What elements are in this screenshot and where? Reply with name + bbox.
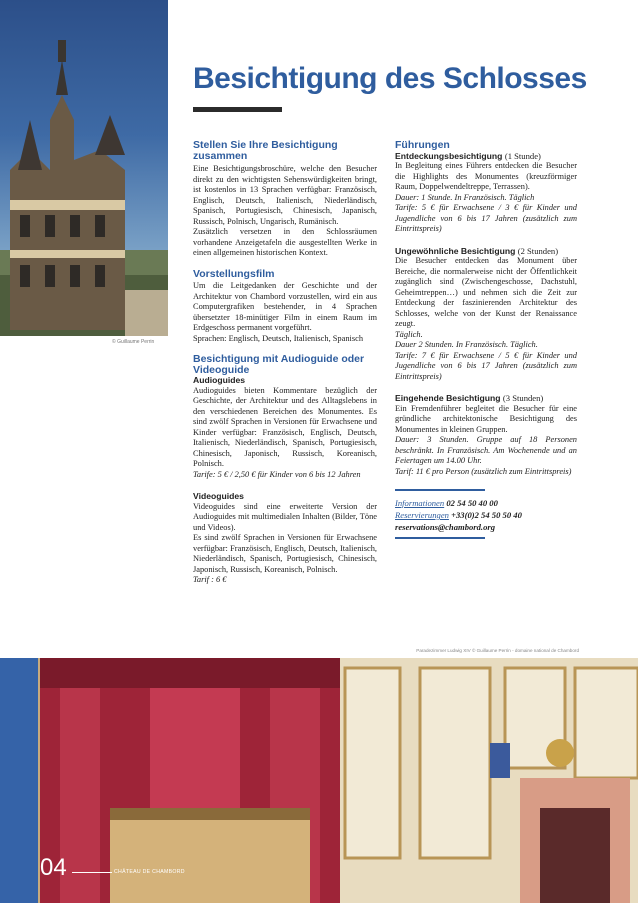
info-line (395, 497, 577, 509)
film-languages: Sprachen: Englisch, Deutsch, Italienisch, Spanisch (193, 333, 364, 343)
heading-tours: Führungen (395, 139, 450, 151)
tour-indepth-desc: Ein Fremdenführer begleitet die Besucher für eine gründliche architektonische Besichtigung des Monumentes in kleinen Gruppen. (395, 403, 577, 434)
subheading-audioguides: Audioguides (193, 375, 246, 385)
tour-indepth-price: Tarif: 11 € pro Person (zusätzlich zum Eintrittspreis) (395, 466, 572, 476)
page-number: 04 (40, 854, 67, 881)
heading-audioguide: Besichtigung mit Audioguide oder Videoguide (193, 353, 365, 376)
tour-unusual-title (395, 246, 577, 257)
tour-unusual-day: Täglich. (395, 329, 423, 339)
tour-discovery-duration: (1 Stunde) (504, 150, 541, 161)
videoguide-price: Tarif : 6 € (193, 575, 227, 584)
page-side-bar (0, 658, 38, 903)
tour-indepth-title (395, 393, 577, 404)
reservation-phone[interactable]: +33(0)2 54 50 50 40 (451, 510, 522, 520)
photo-credit-top: © Guillaume Perrin (112, 339, 155, 345)
bedroom-photo (0, 658, 638, 903)
castle-photo (0, 0, 168, 336)
footer-divider (72, 872, 112, 873)
heading-plan-visit: Stellen Sie Ihre Besichtigung zusammen (193, 139, 338, 162)
reservation-line (395, 509, 577, 521)
brochure-text: Eine Besichtigungsbroschüre, welche den Besucher direkt zu den wichtigsten Sehenswürdigkeiten bringt, ist kostenlos in 13 Sprachen verfügbar: Französisch, Englisch, Deutsch, Italienisch, Niederländisch, Spanisch, Portugiesisch, Chinesisch, Japanisch, Russisch, Polnisch, Ungarisch, Rumänisch. (193, 164, 377, 226)
videoguide-languages: Es sind zwölf Sprachen in Versionen für Erwachsene verfügbar: Französisch, Englisch, Deutsch, Italienisch, Niederländisch, Spanisch, Portugiesisch, Chinesisch, Japonisch, Russisch, Koreanisch, Polnisch. (193, 533, 377, 574)
tour-unusual-name: Ungewöhnliche Besichtigung (395, 245, 516, 256)
column-right (395, 140, 577, 545)
tour-discovery-title (395, 151, 577, 162)
page-title: Besichtigung des Schlosses (193, 62, 587, 95)
title-underline (193, 107, 282, 112)
email-line (395, 521, 577, 533)
tour-discovery-name: Entdeckungsbesichtigung (395, 150, 503, 161)
tour-discovery-desc: In Begleitung eines Führers entdecken die Besucher die Highlights des Monumentes (kreuzförmiger Raum, Doppelwendeltreppe, Terrassen). (395, 161, 577, 191)
footer-title: CHÂTEAU DE CHAMBORD (114, 869, 185, 875)
tour-indepth-name: Eingehende Besichtigung (395, 393, 501, 403)
audioguide-text: Audioguides bieten Kommentare bezüglich der Geschichte, der Architektur und des Alltagslebens in den verschiedenen Bereichen des Monumentes. Es sind zwölf Sprachen in Versionen für Erwachsene und Kinder verfügbar: Französisch, Englisch, Deutsch, Italienisch, Niederländisch, Spanisch, Portugiesisch, Chinesisch, Japonisch, Russisch, Koreanisch, Polnisch. (193, 385, 377, 468)
tour-unusual-desc: Die Besucher entdecken das Monument über Bereiche, die normalerweise nicht der Öffentlichkeit zugänglich sind (Zwischengeschosse, Dachstuhl, Geheimtreppen…) und nehmen sich die Zeit zur Entdeckung der faszinierenden Architektur des Schlosses, welche von der Kunst der Renaissance zeugt. (395, 256, 577, 328)
tour-unusual-price: Tarife: 7 € für Erwachsene / 5 € für Kinder und Jugendliche von 6 bis 17 Jahren (zusätzlich zum Eintrittspreis) (395, 350, 577, 381)
tour-indepth-info: Dauer: 3 Stunden. Gruppe auf 18 Personen beschränkt. In Französisch. Am Wochenende und an Feiertagen um 14.00 Uhr. (395, 435, 577, 465)
info-phone[interactable]: 02 54 50 40 00 (446, 498, 498, 508)
film-text: Um die Leitgedanken der Geschichte und der Architektur von Chambord vorzustellen, wird ein aus Computergrafiken bestehender, in 4 Sprachen übersetzter 18-minütiger Film in einem Raum im Erdgeschoss permanent vorgeführt. (193, 281, 377, 332)
heading-film: Vorstellungsfilm (193, 267, 275, 280)
info-label: Informationen (395, 498, 445, 508)
panels-text: Zusätzlich versetzen in den Schlossräumen vorhandene Anzeigetafeln die ausgestellten Werke in einen allgemeinen historischen Kontext. (193, 227, 377, 257)
audioguide-price: Tarife: 5 € / 2,50 € für Kinder von 6 bis 12 Jahren (193, 469, 361, 479)
contact-block (395, 497, 577, 533)
contact-rule-top (395, 489, 485, 491)
contact-rule-bottom (395, 537, 485, 539)
photo-credit-bottom: Paradezimmer Ludwig XIV © Guillaume Perrin - domaine national de Chambord (416, 648, 579, 653)
subheading-videoguides: Videoguides (193, 491, 244, 501)
tour-indepth-duration: (3 Stunden) (502, 393, 544, 403)
tour-unusual-info: Dauer 2 Stunden. In Französisch. Täglich. (395, 340, 538, 349)
tour-discovery-info: Dauer: 1 Stunde. In Französisch. Täglich (395, 192, 535, 202)
tour-discovery-price: Tarife: 5 € für Erwachsene / 3 € für Kinder und Jugendliche von 6 bis 17 Jahren (zusätzlich zum Eintrittspreis) (395, 203, 577, 233)
reservation-label: Reservierungen (395, 510, 449, 520)
videoguide-text: Videoguides sind eine erweiterte Version der Audioguides mit multimedialen Inhalten (Bilder, Töne und Videos). (193, 501, 377, 532)
tour-unusual-duration: (2 Stunden) (517, 245, 559, 256)
column-left (193, 140, 377, 586)
reservation-email[interactable]: reservations@chambord.org (395, 522, 496, 532)
